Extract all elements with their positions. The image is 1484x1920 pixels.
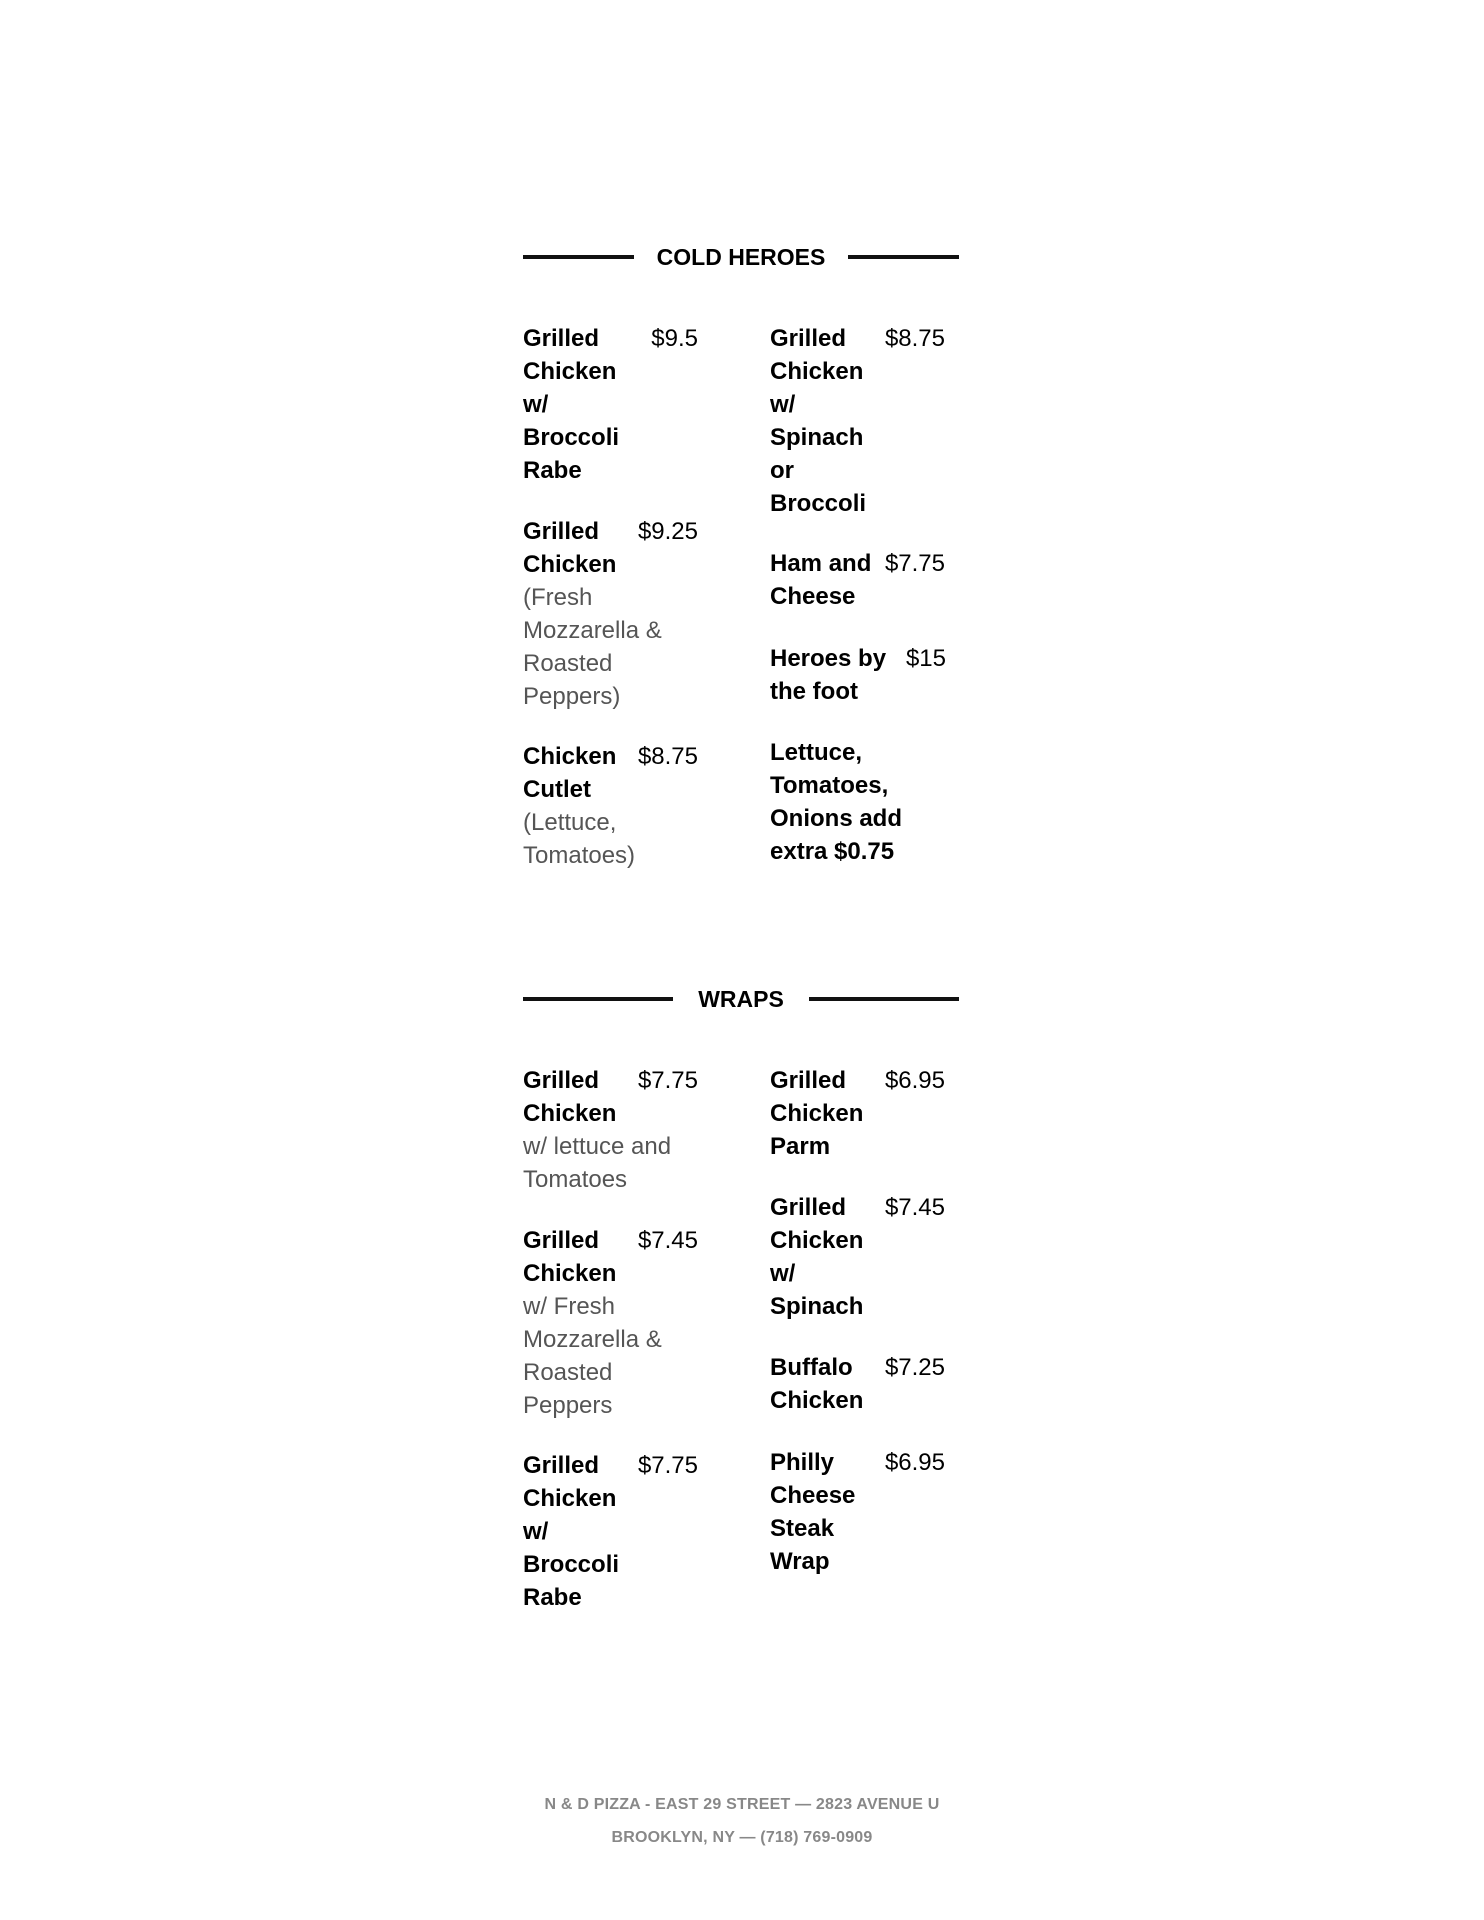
item-name: Grilled Chicken w/ Broccoli Rabe bbox=[523, 1452, 620, 1611]
item-price: $7.75 bbox=[637, 1067, 698, 1094]
item-price: $7.45 bbox=[884, 1194, 945, 1221]
menu-item bbox=[770, 642, 946, 708]
item-price: $6.95 bbox=[884, 1449, 945, 1476]
wraps-title: WRAPS bbox=[698, 985, 784, 1012]
item-name: Grilled Chicken w/ Broccoli Rabe bbox=[523, 325, 620, 484]
item-price: $9.25 bbox=[637, 518, 698, 545]
item-name: Chicken Cutlet bbox=[523, 743, 617, 803]
cold-heroes-title: COLD HEROES bbox=[656, 243, 826, 270]
wraps-header bbox=[523, 979, 959, 1019]
item-name: Heroes by the foot bbox=[770, 645, 887, 705]
menu-item bbox=[770, 547, 945, 613]
item-description: (Fresh Mozzarella & Roasted Peppers) bbox=[523, 584, 662, 710]
item-name: Grilled Chicken Parm bbox=[770, 1067, 864, 1160]
item-name: Philly Cheese Steak Wrap bbox=[770, 1449, 856, 1575]
header-rule-right bbox=[848, 255, 959, 259]
item-name: Grilled Chicken w/ Spinach or Broccoli bbox=[770, 325, 867, 517]
menu-item bbox=[770, 736, 945, 868]
item-price: $8.75 bbox=[637, 743, 698, 770]
menu-item bbox=[523, 515, 698, 713]
menu-item bbox=[523, 1064, 698, 1196]
item-price: $15 bbox=[905, 645, 946, 672]
item-name: Grilled Chicken w/ Spinach bbox=[770, 1194, 864, 1320]
item-name: Grilled Chicken bbox=[523, 1227, 617, 1287]
menu-item bbox=[523, 1449, 698, 1614]
item-name: Grilled Chicken bbox=[523, 518, 617, 578]
footer-address: N & D PIZZA - EAST 29 STREET — 2823 AVENUE U bbox=[544, 1796, 940, 1813]
item-price: $7.25 bbox=[884, 1354, 945, 1381]
footer-contact: BROOKLYN, NY — (718) 769-0909 bbox=[611, 1829, 873, 1846]
header-rule-left bbox=[523, 997, 673, 1001]
item-price: $7.75 bbox=[884, 550, 945, 577]
item-price: $8.75 bbox=[884, 325, 945, 352]
menu-item bbox=[770, 1351, 945, 1417]
item-name: Lettuce, Tomatoes, Onions add extra $0.75 bbox=[770, 739, 902, 865]
menu-item bbox=[523, 740, 698, 872]
item-name: Ham and Cheese bbox=[770, 550, 872, 610]
header-rule-right bbox=[809, 997, 959, 1001]
menu-item bbox=[770, 1191, 945, 1323]
menu-item bbox=[523, 322, 698, 487]
item-price: $7.45 bbox=[637, 1227, 698, 1254]
menu-item bbox=[770, 1446, 945, 1578]
item-price: $7.75 bbox=[637, 1452, 698, 1479]
item-description: (Lettuce, Tomatoes) bbox=[523, 809, 636, 869]
item-name: Buffalo Chicken bbox=[770, 1354, 864, 1414]
cold-heroes-header bbox=[523, 237, 959, 277]
item-name: Grilled Chicken bbox=[523, 1067, 617, 1127]
item-price: $6.95 bbox=[884, 1067, 945, 1094]
item-price: $9.5 bbox=[651, 325, 698, 352]
menu-item bbox=[770, 1064, 945, 1163]
item-description: w/ Fresh Mozzarella & Roasted Peppers bbox=[523, 1293, 662, 1419]
header-rule-left bbox=[523, 255, 634, 259]
menu-item bbox=[770, 322, 945, 520]
menu-item bbox=[523, 1224, 698, 1422]
item-description: w/ lettuce and Tomatoes bbox=[523, 1133, 672, 1193]
